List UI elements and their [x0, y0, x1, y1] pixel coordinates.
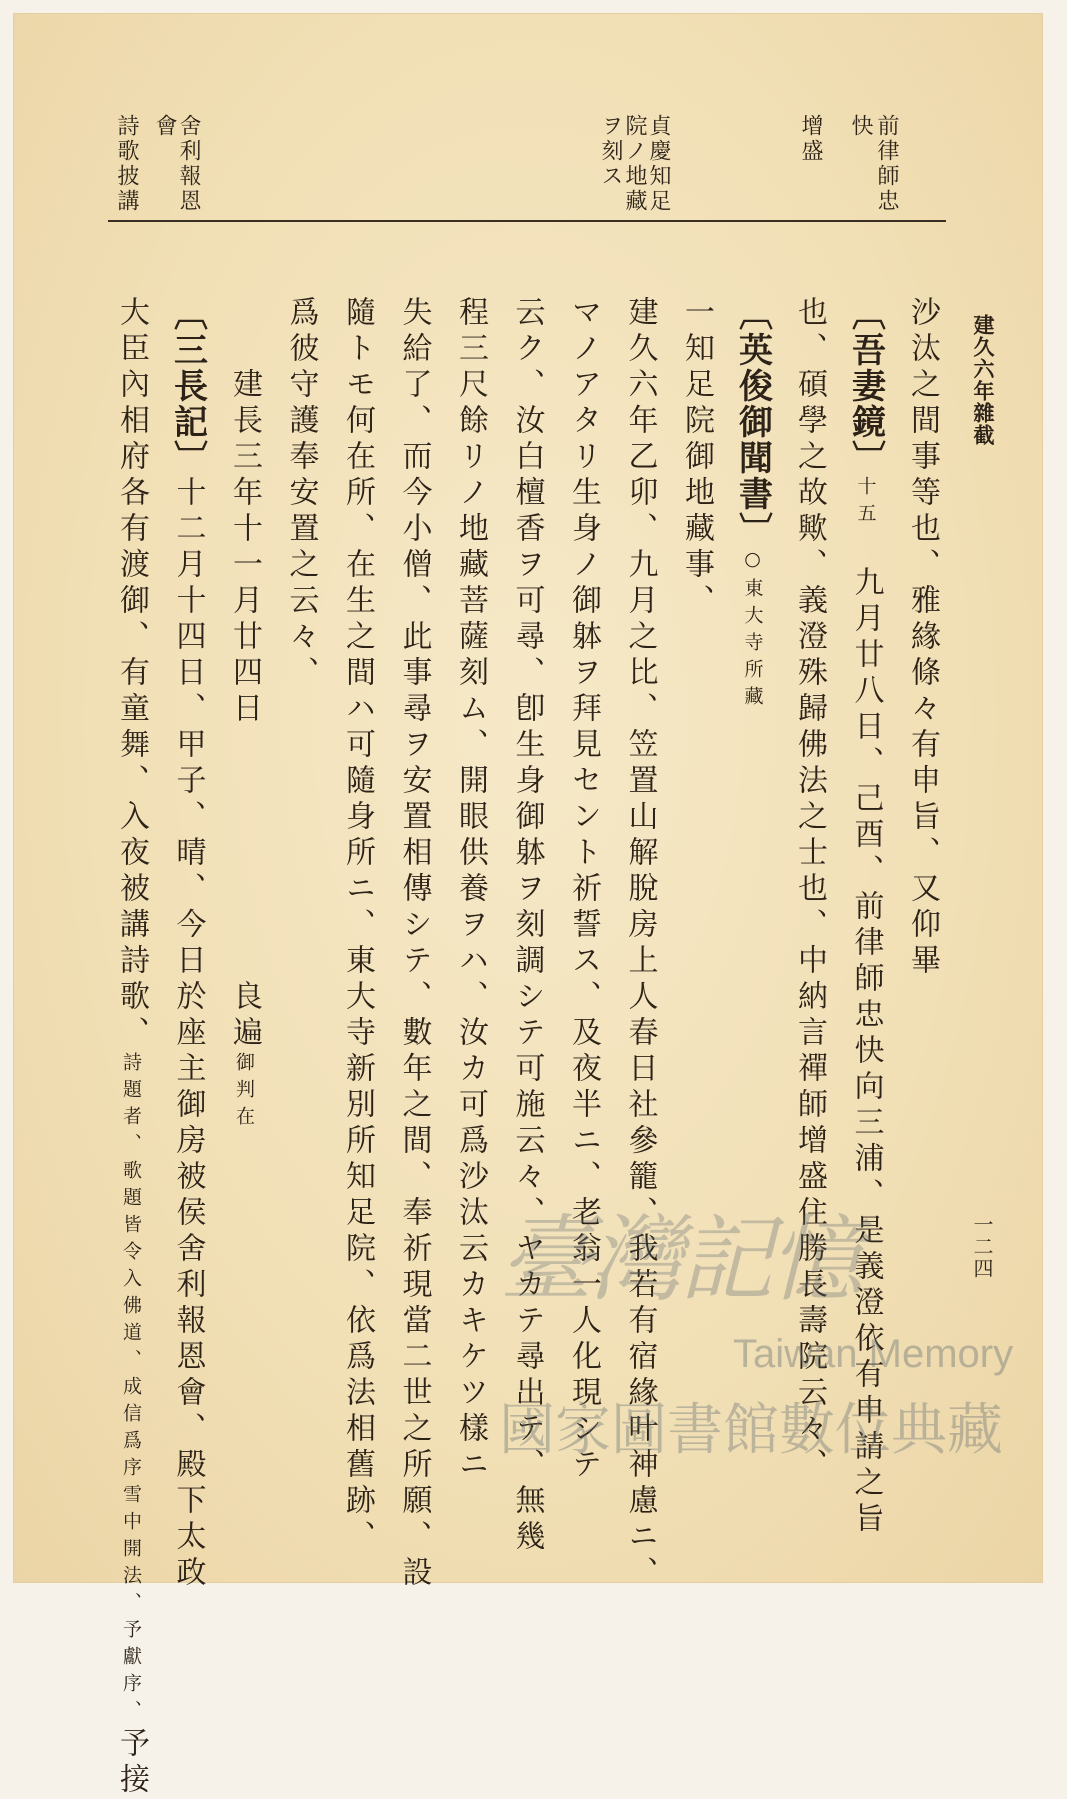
text-column: [792, 296, 827, 1484]
text-run: 十二月十四日、甲子、晴、今日於座主御房被侯舍利報恩會、殿下太政: [170, 476, 206, 1592]
text-run: 建久六年乙卯、九月之比、笠置山解脫房上人春日社參籠、我若有宿緣叶神慮ニ、: [622, 296, 658, 1592]
text-column: [227, 296, 262, 1133]
text-column: [509, 296, 545, 1556]
headnote: ヲ刻ス: [598, 114, 623, 189]
running-head: 建久六年雜截: [971, 314, 996, 446]
watermark-title: 臺灣記憶: [499, 1206, 860, 1315]
headnote: 前律師忠: [874, 114, 899, 214]
headnote: 增盛: [798, 114, 823, 164]
text-run: 大臣內相府各有渡御、有童舞、入夜被講詩歌、: [114, 296, 149, 1052]
text-column: [622, 296, 658, 1592]
source-citation: 〔英俊御聞書〕: [732, 296, 773, 548]
text-column: [679, 296, 714, 620]
text-run: 沙汰之間事等也、雅緣條々有申旨、又仰畢: [905, 296, 940, 980]
inline-note: 十五: [854, 476, 877, 530]
headnote: 貞慶知足: [646, 114, 671, 214]
inline-note: 詩題者、歌題皆令入佛道、成信爲序雪中開法、予獻序、: [120, 1052, 142, 1727]
page-number: 一二四: [970, 1214, 994, 1280]
headnote: 舍利報恩: [176, 114, 201, 214]
text-column: [114, 296, 149, 1799]
text-run: 予接: [114, 1727, 149, 1799]
text-run: 建長三年十一月廿四日 良遍: [227, 296, 262, 1052]
watermark-library: 國家圖書館數位典藏: [499, 1398, 1003, 1463]
headnote: 院ノ地藏: [622, 114, 647, 214]
text-column: [732, 296, 773, 713]
text-column: [453, 296, 488, 1484]
source-citation: 〔吾妻鏡〕: [845, 296, 886, 476]
text-column: [396, 296, 432, 1592]
text-column: [566, 296, 601, 1484]
headnote: 快: [848, 114, 873, 139]
text-run: 爲彼守護奉安置之云々、: [283, 296, 319, 692]
text-run: 隨トモ何在所、在生之間ハ可隨身所ニ、東大寺新別所知足院、依爲法相舊跡、: [340, 296, 375, 1556]
text-column: [167, 296, 208, 1592]
document-page: [14, 14, 1042, 1799]
text-run: 云ク、汝白檀香ヲ可尋、卽生身御躰ヲ刻調シテ可施云々、ヤカテ尋出テ、無幾: [509, 296, 545, 1556]
headnote: 會: [152, 114, 177, 139]
inline-note: 御判在: [233, 1052, 255, 1133]
watermark-subtitle: Taiwan Memory: [733, 1332, 1014, 1376]
text-run: 一知足院御地藏事、: [679, 296, 714, 620]
text-column: [340, 296, 375, 1556]
header-rule: [108, 220, 946, 222]
inline-note: ○東大寺所藏: [741, 548, 764, 713]
text-column: [845, 296, 886, 1538]
text-run: 程三尺餘リノ地藏菩薩刻ム、開眼供養ヲハ、汝カ可爲沙汰云カキケツ樣ニ: [453, 296, 488, 1484]
text-run: 九月廿八日、己酉、前律師忠快向三浦、是義澄依有申請之旨: [848, 530, 884, 1538]
text-column: [905, 296, 940, 980]
text-run: マノアタリ生身ノ御躰ヲ拜見セント祈誓ス、及夜半ニ、老翁一人化現シテ: [566, 296, 601, 1484]
source-citation: 〔三長記〕: [167, 296, 208, 476]
text-run: 失給了、而今小僧、此事尋ヲ安置相傳シテ、數年之間、奉祈現當二世之所願、設: [396, 296, 432, 1592]
text-column: [283, 296, 319, 692]
text-run: 也、碩學之故歟、義澄殊歸佛法之士也、中納言禪師增盛住勝長壽院云々、: [792, 296, 827, 1484]
headnote: 詩歌披講: [114, 114, 139, 214]
